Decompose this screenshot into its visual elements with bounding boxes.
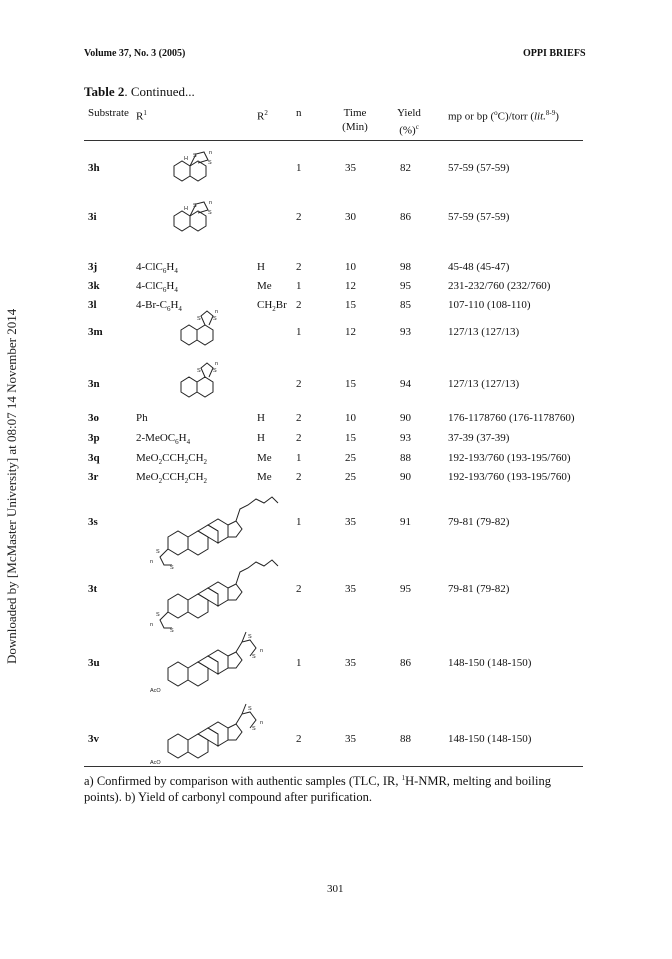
r1-sub: 6 xyxy=(175,438,179,447)
col-header-r1 xyxy=(136,106,147,124)
row-time: 35 xyxy=(345,516,356,528)
row-substrate-id: 3t xyxy=(88,583,98,595)
page-number: 301 xyxy=(327,883,344,895)
row-yield: 91 xyxy=(400,516,411,528)
structure-3n-label-s2: S xyxy=(213,368,217,374)
row-time: 30 xyxy=(345,211,356,223)
row-mp: 79-81 (79-82) xyxy=(448,516,510,528)
row-n: 2 xyxy=(296,261,302,273)
row-r1 xyxy=(136,412,148,424)
r1-sub: 6 xyxy=(162,267,167,276)
row-n: 2 xyxy=(296,412,302,424)
col-header-time-line1: Time xyxy=(343,107,367,119)
col-header-time xyxy=(337,106,373,134)
r1-text-b: H xyxy=(166,261,175,273)
r2-text: Me xyxy=(257,471,272,483)
structure-3m-image xyxy=(175,308,225,353)
row-time: 35 xyxy=(345,162,356,174)
row-n: 2 xyxy=(296,432,302,444)
row-n: 1 xyxy=(296,326,302,338)
row-time: 35 xyxy=(345,657,356,669)
row-substrate-id: 3k xyxy=(88,280,100,292)
r2-text-b: Br xyxy=(275,299,287,311)
structure-3v-image xyxy=(150,700,290,770)
footnote-part-b: H-NMR, melting and boiling points). b) Yield of carbonyl compound after purification. xyxy=(84,774,551,805)
r2-text: H xyxy=(257,432,265,444)
r1-sub: 6 xyxy=(166,305,171,314)
col-header-mp-pre: mp or bp ( xyxy=(448,110,495,123)
table-header-rule xyxy=(84,140,583,141)
row-mp: 231-232/760 (232/760) xyxy=(448,280,551,292)
row-time: 25 xyxy=(345,471,356,483)
col-header-r2-sup: 2 xyxy=(264,109,268,117)
row-mp: 127/13 (127/13) xyxy=(448,378,520,390)
row-yield: 94 xyxy=(400,378,411,390)
row-time: 25 xyxy=(345,452,356,464)
row-r1 xyxy=(136,261,178,275)
col-header-r2 xyxy=(257,106,268,124)
r1-sub: 2 xyxy=(158,477,163,486)
row-r2 xyxy=(257,299,287,313)
structure-3i-label-h: H xyxy=(184,206,188,212)
structure-3u-label-n: n xyxy=(260,648,264,654)
row-substrate-id: 3j xyxy=(88,261,98,273)
col-header-r2-text: R xyxy=(257,110,265,123)
r1-text-c: CH xyxy=(188,471,204,483)
structure-3h-image xyxy=(160,146,220,191)
structure-3s-label-n: n xyxy=(150,559,154,565)
col-header-yield-line1: Yield xyxy=(397,107,421,119)
col-header-yield-unit: (%) xyxy=(399,124,416,137)
table-caption-label: Table 2 xyxy=(84,84,125,99)
structure-3h-label-s2: S xyxy=(208,160,212,166)
row-n: 1 xyxy=(296,280,302,292)
col-header-substrate: Substrate xyxy=(88,107,129,119)
row-r2 xyxy=(257,412,265,424)
col-header-yield xyxy=(392,106,426,138)
structure-3s-label-s1: S xyxy=(156,549,160,555)
structure-3s-label-s2: S xyxy=(170,565,174,571)
row-r2 xyxy=(257,432,265,444)
structure-3m-label-s1: S xyxy=(197,316,201,322)
r1-text-b: CCH xyxy=(162,452,185,464)
row-substrate-id: 3n xyxy=(88,378,100,390)
table-caption xyxy=(84,84,195,100)
col-header-mp-lit: lit. xyxy=(534,110,546,123)
row-yield: 90 xyxy=(400,471,411,483)
r1-sub2: 4 xyxy=(174,286,178,295)
row-substrate-id: 3p xyxy=(88,432,100,444)
r1-text-b: H xyxy=(170,299,179,311)
structure-3h-label-s1: S xyxy=(193,153,197,159)
row-substrate-id: 3q xyxy=(88,452,100,464)
row-time: 35 xyxy=(345,583,356,595)
structure-3t-label-s1: S xyxy=(156,612,160,618)
table-footnote xyxy=(84,770,584,805)
row-mp: 79-81 (79-82) xyxy=(448,583,510,595)
r1-text-c: CH xyxy=(188,452,204,464)
col-header-mp-mid: C)/torr ( xyxy=(497,110,534,123)
r1-text: MeO xyxy=(136,471,159,483)
r2-text: Me xyxy=(257,280,272,292)
row-mp: 148-150 (148-150) xyxy=(448,657,532,669)
row-yield: 86 xyxy=(400,657,411,669)
row-mp: 45-48 (45-47) xyxy=(448,261,510,273)
col-header-r1-text: R xyxy=(136,110,144,123)
row-time: 15 xyxy=(345,378,356,390)
r1-sub: 6 xyxy=(162,286,167,295)
row-n: 2 xyxy=(296,211,302,223)
footnote-part-a: a) Confirmed by comparison with authentic samples (TLC, IR, xyxy=(84,774,402,789)
col-header-time-line2: (Min) xyxy=(342,121,368,133)
structure-3u-label-s1: S xyxy=(248,634,252,640)
structure-3i-label-n: n xyxy=(209,200,213,206)
row-yield: 95 xyxy=(400,280,411,292)
row-substrate-id: 3l xyxy=(88,299,97,311)
col-header-mp-deg: o xyxy=(494,109,498,117)
row-substrate-id: 3s xyxy=(88,516,98,528)
structure-3t-label-s2: S xyxy=(170,628,174,634)
row-r2 xyxy=(257,471,272,483)
row-time: 15 xyxy=(345,299,356,311)
col-header-n: n xyxy=(296,107,302,119)
row-yield: 90 xyxy=(400,412,411,424)
row-time: 10 xyxy=(345,261,356,273)
row-n: 1 xyxy=(296,452,302,464)
row-time: 12 xyxy=(345,280,356,292)
row-yield: 88 xyxy=(400,452,411,464)
row-r1 xyxy=(136,471,207,485)
row-n: 2 xyxy=(296,471,302,483)
structure-3h-label-h: H xyxy=(184,156,188,162)
structure-3i-label-s1: S xyxy=(193,203,197,209)
row-r1 xyxy=(136,452,207,466)
row-r2 xyxy=(257,452,272,464)
structure-3m-label-n: n xyxy=(215,309,219,315)
r1-text: 4-ClC xyxy=(136,280,163,292)
col-header-yield-sup: c xyxy=(415,123,419,131)
r1-sub2: 4 xyxy=(178,305,182,314)
row-r2 xyxy=(257,280,272,292)
row-substrate-id: 3o xyxy=(88,412,99,424)
structure-3n-label-s1: S xyxy=(197,368,201,374)
r1-sub3: 2 xyxy=(203,477,208,486)
col-header-yield-line2 xyxy=(392,120,426,138)
running-header-left: Volume 37, No. 3 (2005) xyxy=(84,48,186,59)
structure-3i-label-s2: S xyxy=(208,210,212,216)
r1-text: 2-MeOC xyxy=(136,432,176,444)
r1-sub2: 4 xyxy=(186,438,191,447)
row-n: 1 xyxy=(296,162,302,174)
structure-3m-label-s2: S xyxy=(213,316,217,322)
row-time: 10 xyxy=(345,412,356,424)
row-r1 xyxy=(136,280,178,294)
col-header-r1-sup: 1 xyxy=(143,109,147,117)
row-yield: 86 xyxy=(400,211,411,223)
row-substrate-id: 3m xyxy=(88,326,103,338)
row-r2 xyxy=(257,261,265,273)
row-n: 1 xyxy=(296,516,302,528)
r1-text: 4-ClC xyxy=(136,261,163,273)
r2-text: H xyxy=(257,412,265,424)
r1-text: 4-Br-C xyxy=(136,299,167,311)
r1-text: MeO xyxy=(136,452,159,464)
row-yield: 85 xyxy=(400,299,411,311)
row-mp: 176-1178760 (176-1178760) xyxy=(448,412,575,424)
row-yield: 88 xyxy=(400,733,411,745)
structure-3i-image xyxy=(160,196,220,241)
row-r1 xyxy=(136,432,190,446)
row-time: 12 xyxy=(345,326,356,338)
r1-sub2: 2 xyxy=(184,458,189,467)
structure-3v-label-s2: S xyxy=(252,726,256,732)
structure-3t-label-n: n xyxy=(150,622,154,628)
row-n: 2 xyxy=(296,299,302,311)
structure-3n-label-n: n xyxy=(215,361,219,367)
row-yield: 93 xyxy=(400,326,411,338)
row-time: 15 xyxy=(345,432,356,444)
row-mp: 192-193/760 (193-195/760) xyxy=(448,471,571,483)
row-yield: 98 xyxy=(400,261,411,273)
row-substrate-id: 3r xyxy=(88,471,99,483)
row-mp: 148-150 (148-150) xyxy=(448,733,532,745)
structure-3u-image xyxy=(150,628,290,698)
r2-text: CH xyxy=(257,299,273,311)
row-n: 2 xyxy=(296,733,302,745)
row-mp: 57-59 (57-59) xyxy=(448,211,510,223)
row-mp: 192-193/760 (193-195/760) xyxy=(448,452,571,464)
row-mp: 37-39 (37-39) xyxy=(448,432,510,444)
row-yield: 95 xyxy=(400,583,411,595)
row-yield: 82 xyxy=(400,162,411,174)
row-substrate-id: 3u xyxy=(88,657,100,669)
structure-3u-label-s2: S xyxy=(252,654,256,660)
r1-text-b: H xyxy=(178,432,187,444)
structure-3h-label-n: n xyxy=(209,150,213,156)
r1-sub2: 4 xyxy=(174,267,178,276)
structure-3t-image xyxy=(150,558,290,633)
r2-text: Me xyxy=(257,452,272,464)
col-header-mp-sup: 8-9 xyxy=(545,109,556,117)
structure-3v-label-aco: AcO xyxy=(150,760,161,766)
row-n: 2 xyxy=(296,378,302,390)
running-header-right: OPPI BRIEFS xyxy=(523,48,586,59)
structure-3n-image xyxy=(175,360,225,405)
r2-text: H xyxy=(257,261,265,273)
row-mp: 127/13 (127/13) xyxy=(448,326,520,338)
r1-text-b: H xyxy=(166,280,175,292)
row-mp: 57-59 (57-59) xyxy=(448,162,510,174)
row-mp: 107-110 (108-110) xyxy=(448,299,531,311)
row-time: 35 xyxy=(345,733,356,745)
r1-sub: 2 xyxy=(158,458,163,467)
table-bottom-rule xyxy=(84,766,583,767)
download-sidebar-note: Downloaded by [McMaster University] at 08:07 14 November 2014 xyxy=(4,308,19,664)
r1-text: Ph xyxy=(136,412,148,424)
r1-sub3: 2 xyxy=(203,458,208,467)
r1-sub2: 2 xyxy=(184,477,189,486)
structure-3v-label-n: n xyxy=(260,720,264,726)
col-header-mp xyxy=(448,106,559,124)
r1-text-b: CCH xyxy=(162,471,185,483)
table-caption-text: . Continued... xyxy=(124,84,195,99)
row-substrate-id: 3v xyxy=(88,733,99,745)
footnote-h-sup: 1 xyxy=(401,774,406,782)
structure-3v-label-s1: S xyxy=(248,706,252,712)
row-n: 1 xyxy=(296,657,302,669)
row-substrate-id: 3h xyxy=(88,162,100,174)
col-header-mp-end: ) xyxy=(555,110,559,123)
row-n: 2 xyxy=(296,583,302,595)
row-substrate-id: 3i xyxy=(88,211,97,223)
row-yield: 93 xyxy=(400,432,411,444)
r2-sub: 2 xyxy=(272,305,276,314)
structure-3u-label-aco: AcO xyxy=(150,688,161,694)
